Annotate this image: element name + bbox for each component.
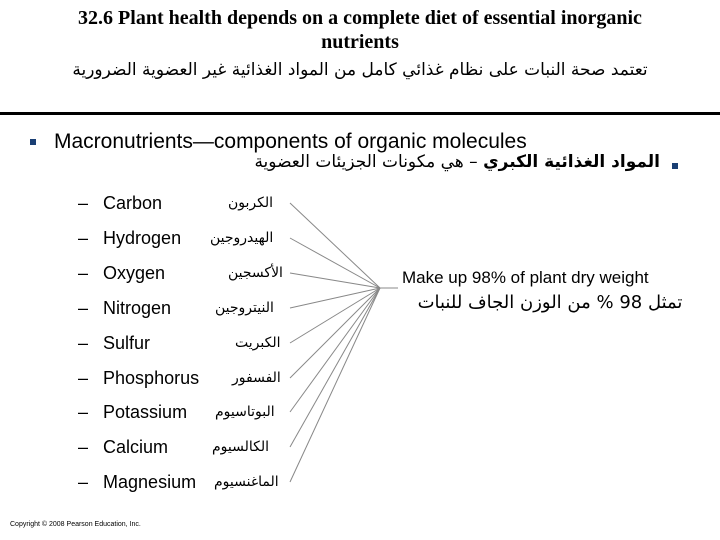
dash-bullet: – [78, 228, 89, 248]
nutrient-name: Oxygen [103, 263, 166, 283]
dash-bullet: – [78, 368, 89, 388]
nutrient-name: Hydrogen [103, 228, 182, 248]
dash-bullet: – [78, 263, 89, 283]
nutrient-name: Nitrogen [103, 298, 172, 318]
dash-bullet: – [78, 298, 89, 318]
nutrient-arabic: الفسفور [232, 370, 281, 386]
dash-bullet: – [78, 333, 89, 353]
main-point-arabic-rest: – هي مكونات الجزيئات العضوية [254, 152, 484, 172]
nutrient-arabic: الكالسيوم [212, 439, 270, 455]
connector-line [290, 288, 380, 412]
nutrient-arabic: الأكسجين [228, 265, 283, 281]
nutrient-name: Potassium [103, 402, 188, 422]
summary-arabic: تمثل 98 % من الوزن الجاف للنبات [417, 292, 683, 313]
nutrient-arabic: الكربون [228, 195, 274, 211]
title-line-2: nutrients [321, 31, 399, 53]
nutrient-arabic: الهيدروجين [210, 230, 274, 246]
connector-line [290, 288, 380, 343]
dash-bullet: – [78, 193, 89, 213]
title-line-1: 32.6 Plant health depends on a complete diet of essential inorganic [78, 7, 642, 29]
copyright-notice: Copyright © 2008 Pearson Education, Inc. [10, 521, 141, 528]
dash-bullet: – [78, 402, 89, 422]
main-point-arabic-bold: المواد الغذائية الكبري [483, 152, 660, 172]
nutrient-arabic: النيتروجين [215, 300, 274, 316]
nutrient-name: Calcium [103, 437, 169, 457]
nutrient-name: Sulfur [103, 333, 151, 353]
main-point-english: Macronutrients—components of organic molecules [54, 130, 527, 153]
summary-english: Make up 98% of plant dry weight [402, 268, 649, 287]
connector-line [290, 288, 380, 447]
dash-bullet: – [78, 472, 89, 492]
nutrient-arabic: الكبريت [235, 335, 281, 351]
nutrient-name: Phosphorus [103, 368, 200, 388]
connector-line [290, 288, 380, 482]
connector-line [290, 288, 380, 378]
nutrient-arabic: البوتاسيوم [215, 404, 275, 420]
nutrient-name: Magnesium [103, 472, 197, 492]
slide-title-arabic: تعتمد صحة النبات على نظام غذائي كامل من المواد الغذائية غير العضوية الضرورية [72, 60, 648, 80]
nutrient-name: Carbon [103, 193, 163, 213]
nutrient-arabic: الماغنسيوم [214, 474, 279, 490]
connector-line [290, 288, 380, 308]
dash-bullet: – [78, 437, 89, 457]
